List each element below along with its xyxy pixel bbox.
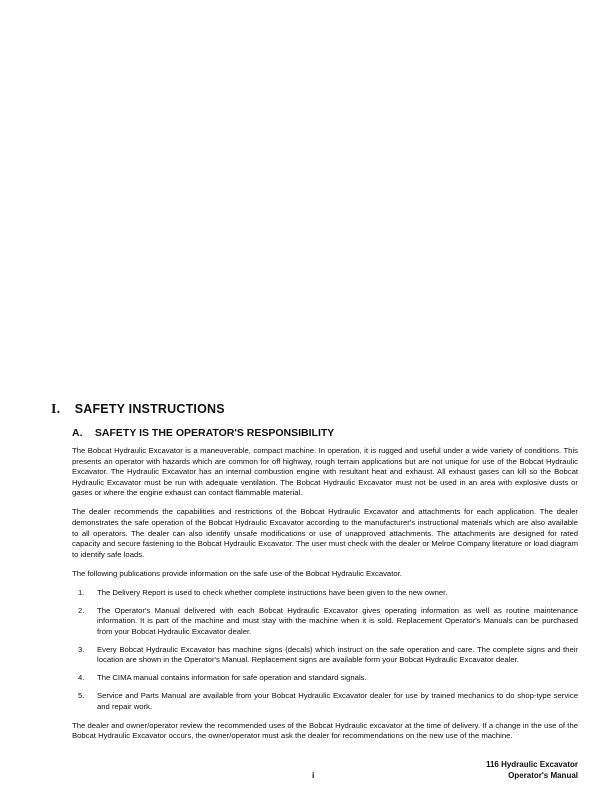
- list-item-number: 5.: [78, 690, 85, 700]
- list-item-number: 1.: [78, 588, 85, 598]
- footer-title-line2: Operator's Manual: [508, 770, 578, 780]
- list-item-number: 2.: [78, 605, 85, 615]
- manual-title-footer: [486, 760, 578, 781]
- list-item-text: The CIMA manual contains information for safe operation and standard signals.: [97, 673, 367, 683]
- section-title: SAFETY INSTRUCTIONS: [74, 402, 225, 416]
- footer-title-line1: 116 Hydraulic Excavator: [485, 760, 578, 769]
- paragraph-hazards: The Bobcat Hydraulic Excavator is a maneuverable, compact machine. In operation, it is rugged and useful under a wide variety of conditions. This presents an operator with hazards which are common for off highway, rough terrain applications but are not unique for use of the Bobcat Hydraulic Excavator. The Hydraulic Excavator has an internal combustion engine with resultant heat and exhaust. All exhaust gases can kill so the Bobcat Hydraulic Excavator must be run with adequate ventilation. The Bobcat Hydraulic Excavator must not be used in an area with explosive dusts or gases or where the engine exhaust can contact flammable material.: [72, 446, 578, 498]
- list-item-text: The Delivery Report is used to check whether complete instructions have been given to the new owner.: [97, 588, 448, 598]
- list-item: [72, 691, 578, 712]
- subsection-heading: [72, 427, 572, 439]
- page-number: i: [312, 770, 315, 780]
- list-item-text: Service and Parts Manual are available from your Bobcat Hydraulic Excavator dealer for use by trained mechanics to do shop-type service and repair work.: [97, 690, 578, 711]
- list-item: [72, 588, 578, 599]
- subsection-letter: A.: [72, 427, 83, 439]
- publications-list: [72, 588, 578, 712]
- section-numeral: I.: [51, 402, 61, 417]
- body-text: [72, 446, 578, 750]
- list-item: [72, 606, 578, 638]
- list-item: [72, 673, 578, 684]
- list-item-number: 3.: [78, 644, 85, 654]
- subsection-title: SAFETY IS THE OPERATOR'S RESPONSIBILITY: [94, 427, 335, 439]
- list-item: [72, 645, 578, 666]
- paragraph-dealer: The dealer recommends the capabilities and restrictions of the Bobcat Hydraulic Excavator and attachments for each application. The dealer demonstrates the safe operation of the Bobcat Hydraulic Excavator according to the manufacturer's instructional materials which are also available to all operators. The dealer can also identify unsafe modifications or use of unapproved attachments. The attachments are designed for rated capacity and secure fastening to the Bobcat Hydraulic Excavator. The user must check with the dealer or Melroe Company literature or load diagram to identify safe loads.: [72, 507, 578, 559]
- list-item-text: Every Bobcat Hydraulic Excavator has machine signs (decals) which instruct on the safe operation and care. The complete signs and their location are shown in the Operator's Manual. Replacement signs are available form your Bobcat Hydraulic Excavator dealer.: [97, 644, 578, 665]
- section-heading: [51, 402, 571, 418]
- list-item-number: 4.: [78, 673, 85, 683]
- paragraph-review: The dealer and owner/operator review the recommended uses of the Bobcat Hydraulic excavator at the time of delivery. If a change in the use of the Bobcat Hydraulic Excavator occurs, the owner/operator must ask the dealer for recommendations on the new use of the machine.: [72, 720, 578, 741]
- paragraph-publications-intro: The following publications provide information on the safe use of the Bobcat Hydraulic Excavator.: [72, 568, 402, 578]
- list-item-text: The Operator's Manual delivered with each Bobcat Hydraulic Excavator gives operating information as well as routine maintenance information. It is part of the machine and must stay with the machine when it is sold. Replacement Operator's Manuals can be purchased from your Bobcat Hydraulic Excavator dealer.: [97, 605, 578, 636]
